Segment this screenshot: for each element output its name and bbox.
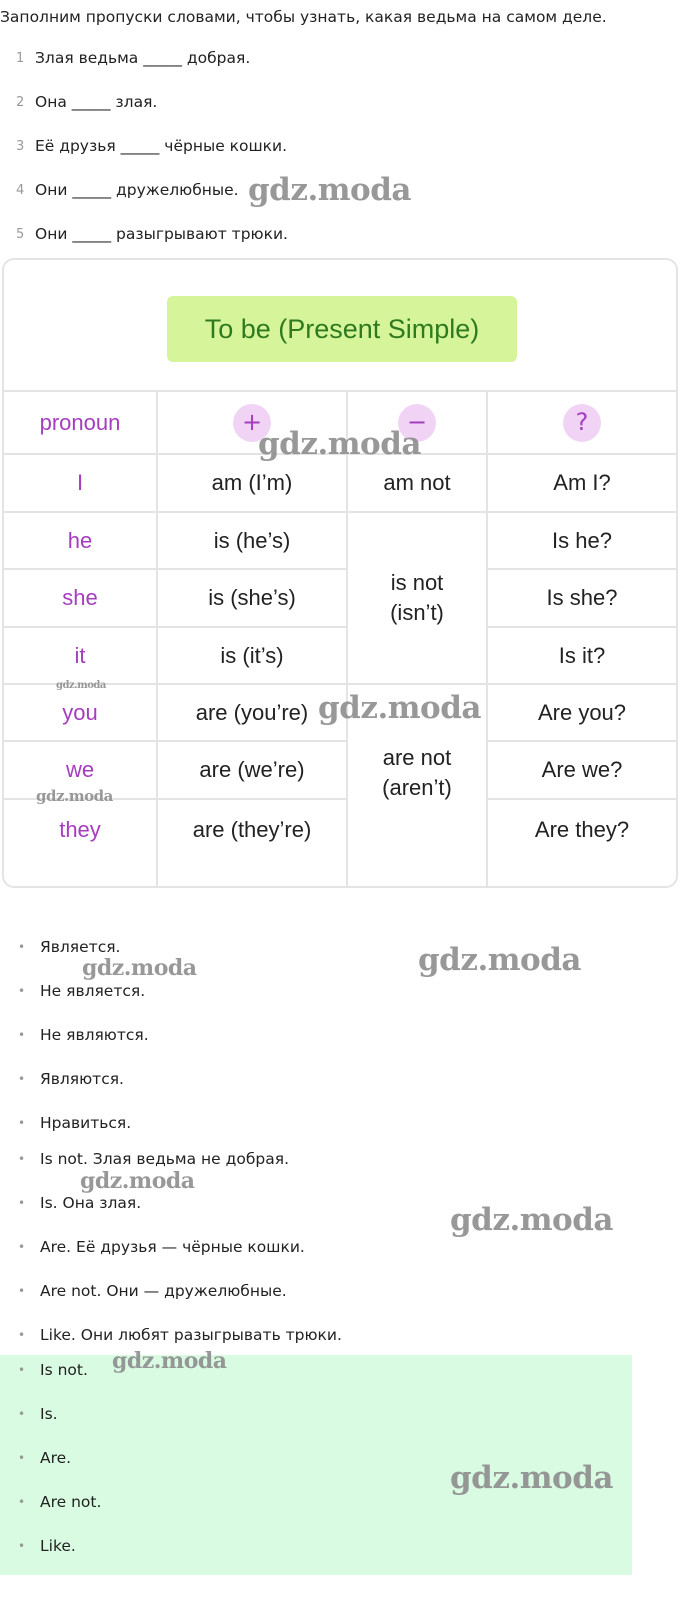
question-cell: Are they? xyxy=(534,817,630,843)
pronoun-cell: it xyxy=(74,642,86,668)
answer-item xyxy=(0,1446,71,1470)
list-item xyxy=(0,979,145,1003)
header-question xyxy=(488,392,676,453)
bullet-icon: • xyxy=(18,1240,26,1254)
sentence-text: Её друзья _____ чёрные кошки. xyxy=(35,137,288,155)
question-cell: Is he? xyxy=(552,527,612,553)
option-text: Are. Её друзья — чёрные кошки. xyxy=(40,1238,305,1256)
affirmative-cell: are (you’re) xyxy=(195,699,309,725)
affirmative-cell: is (she’s) xyxy=(208,585,296,611)
negative-cell-are xyxy=(348,685,486,860)
bullet-icon: • xyxy=(18,1028,26,1042)
sentence-item xyxy=(0,178,239,202)
sentence-item xyxy=(0,134,287,158)
option-text: Like. Они любят разыгрывать трюки. xyxy=(40,1326,342,1344)
answer-item xyxy=(0,1534,76,1558)
pronoun-cell: we xyxy=(65,757,95,783)
bullet-icon: • xyxy=(18,1116,26,1130)
question-cell: Is she? xyxy=(546,585,618,611)
bullet-icon: • xyxy=(18,1328,26,1342)
affirmative-cell: are (they’re) xyxy=(192,817,312,843)
sentence-text: Она _____ злая. xyxy=(35,93,158,111)
pronoun-cell: they xyxy=(59,817,101,843)
grammar-table-card xyxy=(2,258,678,888)
bullet-icon: • xyxy=(18,1451,26,1465)
list-item xyxy=(0,1067,124,1091)
watermark: gdz.moda xyxy=(450,1460,613,1496)
affirmative-cell: am (I’m) xyxy=(211,470,293,496)
sentence-number: 4 xyxy=(16,182,25,198)
header-pronoun: pronoun xyxy=(39,409,121,435)
watermark: gdz.moda xyxy=(248,172,411,208)
sentence-number: 3 xyxy=(16,138,25,154)
negative-full: are not xyxy=(382,744,452,770)
option-text: Не являются. xyxy=(40,1026,149,1044)
bullet-icon: • xyxy=(18,1539,26,1553)
plus-icon: + xyxy=(233,404,271,442)
bullet-icon: • xyxy=(18,1196,26,1210)
sentence-text: Они _____ дружелюбные. xyxy=(35,181,239,199)
list-item xyxy=(0,1111,131,1135)
option-text: Нравиться. xyxy=(40,1114,132,1132)
pronoun-cell: he xyxy=(67,527,93,553)
task-intro: Заполним пропуски словами, чтобы узнать, какая ведьма на самом деле. xyxy=(0,8,607,26)
bullet-icon: • xyxy=(18,984,26,998)
list-item xyxy=(0,1323,342,1347)
bullet-icon: • xyxy=(18,940,26,954)
watermark: gdz.moda xyxy=(318,690,481,726)
option-text: Являются. xyxy=(40,1070,124,1088)
sentence-text: Они _____ разыгрывают трюки. xyxy=(35,225,288,243)
sentence-item xyxy=(0,222,288,246)
answers-highlight xyxy=(0,1355,632,1575)
watermark: gdz.moda xyxy=(258,426,421,462)
negative-cell: am not xyxy=(383,470,451,496)
negative-cell-is xyxy=(348,513,486,683)
watermark: gdz.moda xyxy=(56,680,106,691)
minus-icon: − xyxy=(398,404,436,442)
option-text: Are not. Они — дружелюбные. xyxy=(40,1282,287,1300)
answer-text: Is not. xyxy=(40,1361,88,1379)
bullet-icon: • xyxy=(18,1072,26,1086)
negative-full: is not xyxy=(390,570,444,596)
table-title: To be (Present Simple) xyxy=(167,296,517,362)
watermark: gdz.moda xyxy=(80,1168,195,1194)
sentence-item xyxy=(0,90,157,114)
answer-text: Is. xyxy=(40,1405,58,1423)
watermark: gdz.moda xyxy=(418,942,581,978)
affirmative-cell: is (he’s) xyxy=(213,527,291,553)
watermark: gdz.moda xyxy=(36,787,113,805)
answer-item xyxy=(0,1402,58,1426)
pronoun-cell: I xyxy=(76,470,84,496)
watermark: gdz.moda xyxy=(450,1202,613,1238)
option-text: Is not. Злая ведьма не добрая. xyxy=(40,1150,289,1168)
answer-text: Are. xyxy=(40,1449,72,1467)
bullet-icon: • xyxy=(18,1407,26,1421)
answer-text: Like. xyxy=(40,1537,76,1555)
sentence-number: 1 xyxy=(16,50,25,66)
answer-item xyxy=(0,1358,88,1382)
sentence-text: Злая ведьма _____ добрая. xyxy=(35,49,251,67)
option-text: Является. xyxy=(40,938,121,956)
question-cell: Am I? xyxy=(553,470,611,496)
list-item xyxy=(0,1023,149,1047)
option-text: Не является. xyxy=(40,982,146,1000)
question-icon: ? xyxy=(563,404,601,442)
answer-item xyxy=(0,1490,101,1514)
watermark: gdz.moda xyxy=(112,1348,227,1374)
negative-short: (aren’t) xyxy=(382,774,452,800)
header-affirmative xyxy=(158,392,346,453)
bullet-icon: • xyxy=(18,1495,26,1509)
affirmative-cell: are (we’re) xyxy=(199,757,305,783)
sentence-number: 5 xyxy=(16,226,25,242)
answer-text: Are not. xyxy=(40,1493,102,1511)
list-item xyxy=(0,935,120,959)
list-item xyxy=(0,1191,141,1215)
question-cell: Are we? xyxy=(541,757,623,783)
bullet-icon: • xyxy=(18,1152,26,1166)
bullet-icon: • xyxy=(18,1284,26,1298)
pronoun-cell: you xyxy=(62,699,98,725)
negative-short: (isn’t) xyxy=(390,600,444,625)
affirmative-cell: is (it’s) xyxy=(220,642,284,668)
bullet-icon: • xyxy=(18,1363,26,1377)
sentence-item xyxy=(0,46,250,70)
header-negative xyxy=(348,392,486,453)
pronoun-cell: she xyxy=(62,585,98,611)
option-text: Is. Она злая. xyxy=(40,1194,142,1212)
list-item xyxy=(0,1235,305,1259)
grammar-table xyxy=(4,390,676,888)
sentence-number: 2 xyxy=(16,94,25,110)
question-cell: Is it? xyxy=(558,642,606,668)
watermark: gdz.moda xyxy=(82,955,197,981)
list-item xyxy=(0,1279,287,1303)
list-item xyxy=(0,1147,289,1171)
question-cell: Are you? xyxy=(537,699,627,725)
